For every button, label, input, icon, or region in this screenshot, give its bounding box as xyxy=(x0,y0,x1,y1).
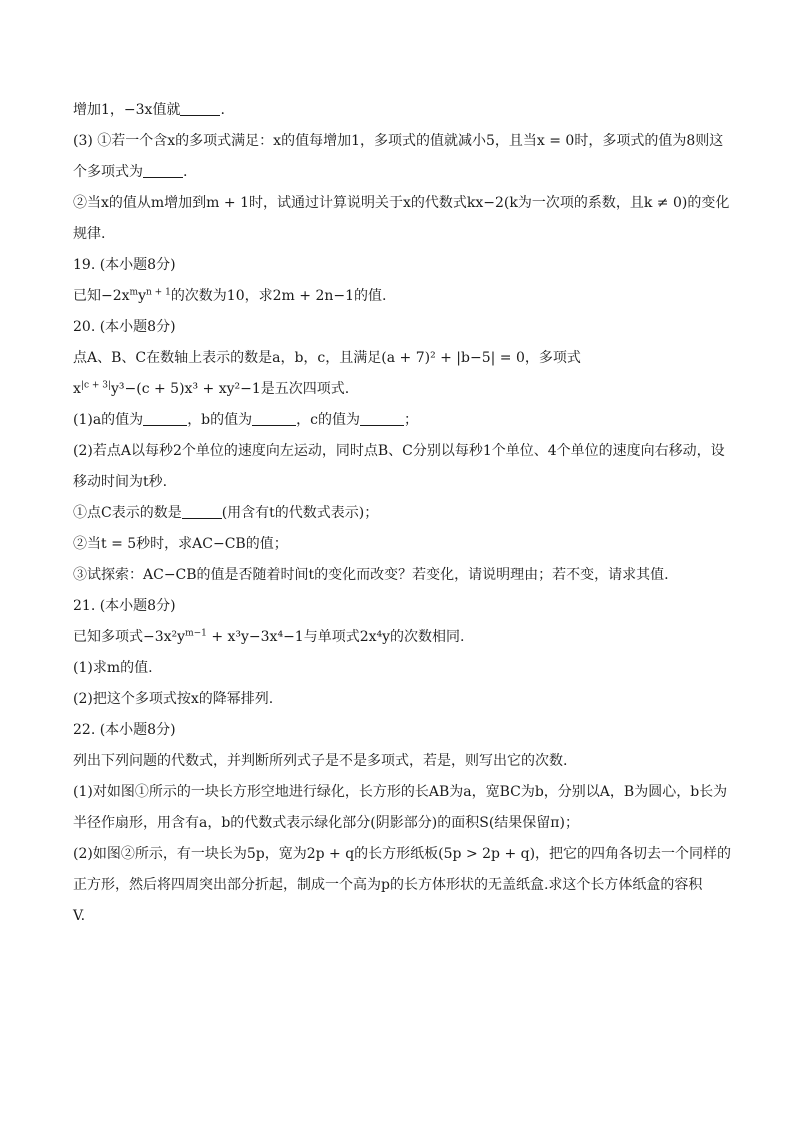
question-heading-21 xyxy=(73,596,723,627)
text-line xyxy=(73,410,723,441)
answer-blank xyxy=(360,411,404,426)
line-text: (2)把这个多项式按x的降幂排列. xyxy=(73,691,274,707)
line-text: (用含有t的代数式表示)； xyxy=(221,505,379,521)
line-text: ③试探索：AC−CB的值是否随着时间t的变化而改变？若变化，请说明理由；若不变，请求其值. xyxy=(73,567,669,583)
line-text: 半径作扇形，用含有a，b的代数式表示绿化部分(阴影部分)的面积S(结果保留π)； xyxy=(73,815,579,831)
line-text: ②当t = 5秒时，求AC−CB的值； xyxy=(73,536,288,552)
line-text: 点A、B、C在数轴上表示的数是a，b，c，且满足(a + 7)² + |b−5| = 0，多项式 xyxy=(73,350,581,366)
line-text: ，b的值为 xyxy=(187,412,253,428)
answer-blank xyxy=(252,411,296,426)
text-line xyxy=(73,875,723,906)
line-text: 22. (本小题8分) xyxy=(73,722,176,738)
line-text: 个多项式为 xyxy=(73,164,143,180)
line-text: (1)求m的值. xyxy=(73,660,153,676)
exponent: |c + 3| xyxy=(80,380,111,391)
line-text: + x³y−3x⁴−1与单项式2x⁴y的次数相同. xyxy=(206,629,465,645)
line-text: 规律. xyxy=(73,226,106,242)
line-text: 正方形，然后将四周突出部分折起，制成一个高为p的长方体形状的无盖纸盒.求这个长方体纸盒的容积 xyxy=(73,877,703,893)
text-line xyxy=(73,534,723,565)
line-text: y³−(c + 5)x³ + xy²−1是五次四项式. xyxy=(111,381,350,397)
text-line xyxy=(73,348,723,379)
text-line xyxy=(73,131,723,162)
text-line xyxy=(73,503,723,534)
text-line xyxy=(73,565,723,596)
text-line xyxy=(73,751,723,782)
line-text: (2)如图②所示，有一块长为5p，宽为2p + q的长方形纸板(5p > 2p + q)，把它的四角各切去一个同样的 xyxy=(73,846,732,862)
text-line xyxy=(73,100,723,131)
line-text: 20. (本小题8分) xyxy=(73,319,176,335)
line-text: V. xyxy=(73,908,86,924)
line-text: (2)若点A以每秒2个单位的速度向左运动，同时点B、C分别以每秒1个单位、4个单位的速度向右移动，设 xyxy=(73,443,725,459)
text-line xyxy=(73,627,723,658)
question-heading-20 xyxy=(73,317,723,348)
line-text: ； xyxy=(404,412,418,428)
line-text: 增加1，−3x值就 xyxy=(73,102,181,118)
text-line xyxy=(73,844,732,875)
exponent: m−1 xyxy=(185,628,207,639)
line-text: 移动时间为t秒. xyxy=(73,474,168,490)
line-text: 19. (本小题8分) xyxy=(73,257,176,273)
answer-blank xyxy=(180,101,220,116)
text-line xyxy=(73,193,730,224)
text-line xyxy=(73,906,723,937)
line-text: 21. (本小题8分) xyxy=(73,598,176,614)
line-text: 的次数为10，求2m + 2n−1的值. xyxy=(170,288,387,304)
text-line xyxy=(73,782,728,813)
exponent: n + 1 xyxy=(146,287,171,298)
line-text: ，c的值为 xyxy=(296,412,360,428)
text-line xyxy=(73,224,723,255)
text-line xyxy=(73,658,723,689)
question-heading-22 xyxy=(73,720,723,751)
answer-blank xyxy=(143,163,183,178)
line-text: (3) ①若一个含x的多项式满足：x的值每增加1，多项式的值就减小5，且当x = 0时，多项式的值为8则这 xyxy=(73,133,724,149)
document-body xyxy=(73,100,732,937)
text-line xyxy=(73,162,723,193)
answer-blank xyxy=(182,504,222,519)
line-text: 列出下列问题的代数式，并判断所列式子是不是多项式，若是，则写出它的次数. xyxy=(73,753,568,769)
line-text: . xyxy=(183,164,188,180)
line-text: . xyxy=(220,102,225,118)
line-text: ②当x的值从m增加到m + 1时，试通过计算说明关于x的代数式kx−2(k为一次项的系数，且k ≠ 0)的变化 xyxy=(73,195,730,211)
text-line xyxy=(73,286,723,317)
text-line xyxy=(73,472,723,503)
question-heading-19 xyxy=(73,255,723,286)
text-line xyxy=(73,441,723,472)
line-text: y xyxy=(138,288,147,304)
line-text: (1)对如图①所示的一块长方形空地进行绿化，长方形的长AB为a，宽BC为b，分别以A，B为圆心，b长为 xyxy=(73,784,728,800)
text-line xyxy=(73,379,723,410)
line-text: (1)a的值为 xyxy=(73,412,144,428)
exponent: m xyxy=(129,287,139,298)
text-line xyxy=(73,689,723,720)
text-line xyxy=(73,813,723,844)
line-text: ①点C表示的数是 xyxy=(73,505,182,521)
line-text: x xyxy=(73,381,81,397)
answer-blank xyxy=(143,411,187,426)
line-text: 已知多项式−3x²y xyxy=(73,629,186,645)
line-text: 已知−2x xyxy=(73,288,130,304)
